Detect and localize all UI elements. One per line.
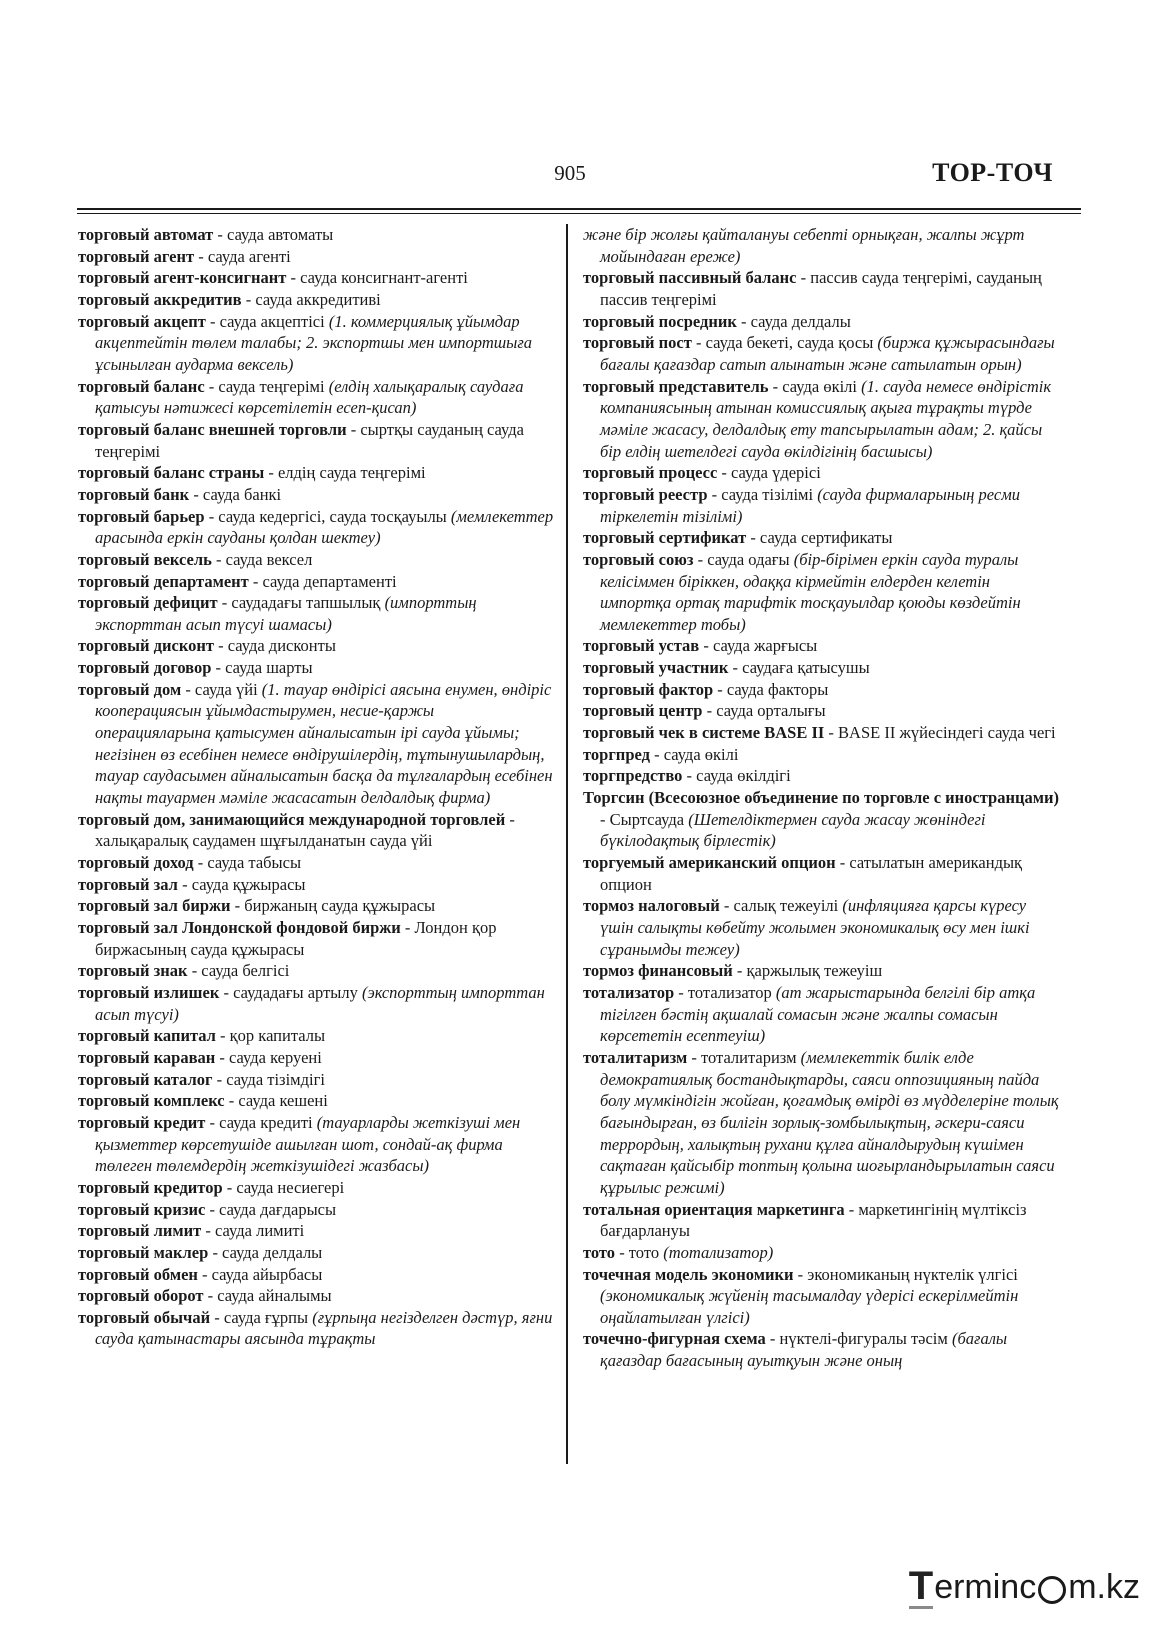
entry-term: торговый маклер: [78, 1242, 209, 1262]
entry-note: (тауарларды жеткізуші мен қызметтер көрсетушіде ашылған шот, сондай-ақ фирма төлеген төлемдердің жеткізушідегі жазбасы): [95, 1112, 521, 1176]
entry-term: торговый агент-консигнант: [78, 268, 287, 288]
entry-note: (тотализатор): [663, 1242, 774, 1262]
entry-term: торговый лимит: [78, 1221, 202, 1241]
entry-term: торговый каталог: [78, 1069, 213, 1089]
entry-term: торговый баланс внешней торговли: [78, 419, 347, 439]
entry-definition: - сауда өкілдігі: [682, 766, 791, 786]
entry-note: (бағалы қағаздар бағасының ауытқуын және оның: [600, 1329, 1008, 1371]
running-head: ТОР-ТОЧ: [932, 158, 1053, 187]
entry-definition: - сауда құжырасы: [177, 874, 306, 894]
page-number: 905: [554, 161, 586, 185]
entry-term: торгпред: [583, 744, 650, 764]
entry-definition: - қор капиталы: [215, 1026, 326, 1046]
dictionary-entry: [583, 657, 1061, 679]
entry-term: торговый дефицит: [78, 593, 218, 613]
entry-definition: - сауда департаменті: [248, 571, 397, 591]
dictionary-entry: [583, 267, 1061, 310]
dictionary-entry: [583, 960, 1061, 982]
dictionary-entry: [78, 1047, 554, 1069]
entry-term: тормоз налоговый: [583, 896, 720, 916]
entry-definition: - сауда табысы: [193, 853, 302, 873]
entry-term: торговый знак: [78, 961, 188, 981]
dictionary-entry: [583, 852, 1061, 895]
logo-text-b: m.kz: [1068, 1568, 1140, 1606]
dictionary-entry: [583, 484, 1061, 527]
entry-term: торговый фактор: [583, 679, 714, 699]
dictionary-entry: [78, 592, 554, 635]
right-column: [583, 224, 1061, 1372]
entry-definition: - сауда дисконты: [214, 636, 336, 656]
entry-term: торговый участник: [583, 658, 729, 678]
entry-note: (мемлекеттер арасында еркін сауданы қолдан шектеу): [95, 506, 554, 548]
dictionary-entry: [583, 527, 1061, 549]
dictionary-entry: [78, 506, 554, 549]
dictionary-entry: [78, 1112, 554, 1177]
entry-term: торговый пассивный баланс: [583, 268, 797, 288]
entry-term: торговый устав: [583, 636, 700, 656]
dictionary-entry: [583, 1047, 1061, 1199]
entry-term: торговый баланс страны: [78, 463, 265, 483]
entry-note: (экономикалық жүйенің тасымалдау үдерісі ескерілмейтін оңайлатылған үлгісі): [600, 1286, 1019, 1327]
entry-term: торговый департамент: [78, 571, 249, 591]
dictionary-entry: [78, 419, 554, 462]
dictionary-entry: [78, 852, 554, 874]
entry-note: (елдің халықаралық саудаға қатысуы нәтижесі көрсетілетін есеп-қисап): [95, 376, 524, 418]
entry-definition: - сауда орталығы: [702, 701, 826, 721]
dictionary-entry: [583, 224, 1061, 267]
entry-term: торговый барьер: [78, 506, 205, 526]
dictionary-entry: [583, 1328, 1061, 1371]
site-watermark-logo: [909, 1566, 1140, 1609]
entry-term: торговый реестр: [583, 484, 708, 504]
entry-definition: - сауда дағдарысы: [205, 1199, 337, 1219]
entry-definition: - елдің сауда теңгерімі: [264, 463, 426, 483]
entry-definition: - сауда делдалы: [736, 311, 851, 331]
entry-term: торговый агент: [78, 246, 195, 266]
entry-note: (1. сауда немесе өндірістік компаниясының атынан комиссиялық ақыға тұрақты түрде мәміле жасасу, делдалдық ету тапсырылатын адам; 2. қайсы бір елдің шетелдегі сауда өкілдігінің басшысы): [600, 376, 1052, 461]
entry-term: торговый капитал: [78, 1026, 216, 1046]
entry-definition: - сыртқы сауданың сауда теңгерімі: [95, 419, 524, 461]
entry-term: торговый дом, занимающийся международной торговлей: [78, 809, 506, 829]
entry-note: (1. коммерциялық ұйымдар акцептейтін төлем талабы; 2. экспортшы мен импортшыға ұсынылған аударма вексель): [95, 311, 533, 374]
entry-definition: - сауда тізілімі: [707, 484, 818, 504]
entry-definition: - сауда үдерісі: [717, 463, 821, 483]
entry-definition: - сауда сертификаты: [746, 528, 893, 548]
entry-term: торговый обычай: [78, 1307, 211, 1327]
entry-term: торговый аккредитив: [78, 289, 242, 309]
entry-note: (Шетелдіктермен сауда жасау жөніндегі бүкілодақтық бірлестік): [600, 809, 986, 851]
entry-definition: - сауда өкілі: [768, 376, 862, 396]
entry-note: (биржа құжырасындағы бағалы қағаздар сатып алынатын және сатылатын орын): [600, 333, 1055, 374]
dictionary-entry: [583, 376, 1061, 463]
entry-definition: - саудадағы тапшылық: [217, 593, 385, 613]
entry-term: торговый баланс: [78, 376, 205, 396]
entry-definition: - BASE II жүйесіндегі сауда чегі: [824, 723, 1056, 743]
dictionary-entry: [78, 657, 554, 679]
dictionary-entry: [78, 635, 554, 657]
dictionary-entry: [78, 267, 554, 289]
entry-term: торговый союз: [583, 549, 694, 569]
dictionary-entry: [78, 571, 554, 593]
dictionary-entry: [78, 289, 554, 311]
entry-definition: - сауда несиегері: [222, 1177, 345, 1197]
entry-term: тотальная ориентация маркетинга: [583, 1199, 845, 1219]
entry-definition: - салық тежеуілі: [719, 896, 843, 916]
dictionary-entry: [583, 787, 1061, 852]
dictionary-entry: [78, 1242, 554, 1264]
dictionary-entry: [78, 246, 554, 268]
entry-definition: - сауда лимиті: [201, 1221, 305, 1241]
entry-term: тормоз финансовый: [583, 961, 733, 981]
entry-definition: - сауда тізімдігі: [212, 1069, 325, 1089]
left-column: [78, 224, 554, 1350]
dictionary-entry: [583, 332, 1061, 375]
entry-term: торговый зал: [78, 874, 178, 894]
dictionary-entry: [583, 895, 1061, 960]
dictionary-entry: [583, 982, 1061, 1047]
dictionary-entry: [583, 744, 1061, 766]
entry-definition: - сауда автоматы: [213, 225, 334, 244]
entry-definition: - сауда жарғысы: [699, 636, 818, 656]
dictionary-entry: [78, 1090, 554, 1112]
entry-term: торговый зал биржи: [78, 896, 231, 916]
dictionary-entry: [583, 765, 1061, 787]
column-divider: [566, 224, 568, 1464]
entry-definition: - сауда аккредитиві: [241, 289, 381, 309]
entry-definition: - сауда акцептісі: [205, 311, 329, 331]
dictionary-entry: [583, 462, 1061, 484]
dictionary-entry: [78, 982, 554, 1025]
entry-term: торговый излишек: [78, 982, 220, 1002]
dictionary-entry: [583, 700, 1061, 722]
entry-definition: - сауда консигнант-агенті: [286, 268, 468, 288]
dictionary-entry: [78, 484, 554, 506]
header-rule: [77, 208, 1081, 210]
dictionary-entry: [78, 809, 554, 852]
entry-definition: - сауда үйі: [181, 679, 262, 699]
entry-definition: - сауда кредиті: [205, 1112, 317, 1132]
dictionary-entry: [583, 1199, 1061, 1242]
entry-note: (бір-бірімен еркін сауда туралы келісіммен біріккен, одаққа кірмейтін елдерден келетін импортқа ортақ тарифтік тосқауылдар қоюды көздейтін мемлекеттер тобы): [600, 549, 1021, 634]
entry-term: торговый пост: [583, 333, 692, 353]
entry-term: точечно-фигурная схема: [583, 1329, 766, 1349]
entry-term: торговый посредник: [583, 311, 737, 331]
dictionary-entry: [78, 462, 554, 484]
entry-definition: - сауда белгісі: [187, 961, 290, 981]
entry-note: (экспорттың импорттан асып түсуі): [95, 982, 545, 1024]
entry-note: (ғұрпыңа негізделген дәстүр, яғни сауда қатынастары аясында тұрақты: [95, 1307, 553, 1349]
entry-definition: - сауда делдалы: [208, 1242, 323, 1262]
dictionary-entry: [78, 1069, 554, 1091]
entry-definition: - сауда кедергісі, сауда тосқауылы: [204, 506, 451, 526]
entry-term: торговый чек в системе BASE II: [583, 723, 825, 743]
dictionary-entry: [583, 1242, 1061, 1264]
entry-note: (мемлекеттік билік елде демократиялық бостандықтарды, саяси оппозицияның пайда болу мүмкіндігін жойған, қоғамдық өмірді өз мүдделеріне толық бағындырған, өз билігін зорлық-зомбылықтың, әскери-саяси террордың, халықтың рухани құлға айналдырудың күшімен сақтаған қайсыбір топтың қолына шоғырландырылатын саяси құрылыс режимі): [600, 1047, 1059, 1197]
entry-definition: - сауда одағы: [693, 549, 794, 569]
entry-term: торгуемый американский опцион: [583, 853, 836, 873]
dictionary-entry: [78, 1177, 554, 1199]
entry-note: (1. тауар өндірісі аясына енумен, өндіріс кооперациясын ұйымдастырумен, несие-қаржы операцияларына қатысумен айналысатын ірі сауда ұйымы; негізінен өз есебінен немесе өндірушілердің, тұтынушылардың, тауар саудасымен айналысатын басқа да тұлғалардың есебінен нақты тауармен мәміле жасасатын делдалдық фирма): [95, 679, 553, 808]
entry-term: торговый обмен: [78, 1264, 198, 1284]
entry-note: (импорттың экспорттан асып түсуі шамасы): [95, 593, 477, 634]
entry-term: торговый автомат: [78, 225, 214, 244]
entry-definition: - сауда өкілі: [649, 744, 739, 764]
entry-term: торговый сертификат: [583, 528, 747, 548]
dictionary-entry: [78, 311, 554, 376]
dictionary-entry: [78, 960, 554, 982]
entry-definition: - сауда ғұрпы: [210, 1307, 313, 1327]
entry-definition: - Сыртсауда: [600, 809, 689, 829]
entry-term: торговый центр: [583, 701, 703, 721]
entry-definition: - сауда айырбасы: [197, 1264, 323, 1284]
dictionary-entry: [78, 1220, 554, 1242]
entry-note: және бір жолғы қайталануы себепті орнықған, жалпы жұрт мойындаған ереже): [583, 225, 1025, 266]
dictionary-entry: [78, 1199, 554, 1221]
entry-note: (ат жарыстарында белгілі бір атқа тігілген бәстің ақшалай сомасын және жалпы сомасын көрсететін есептеуіш): [600, 982, 1036, 1046]
entry-definition: - сауда банкі: [189, 484, 282, 504]
entry-definition: - экономиканың нүктелік үлгісі: [793, 1264, 1018, 1284]
entry-term: торговый доход: [78, 853, 194, 873]
dictionary-entry: [583, 635, 1061, 657]
entry-term: торговый договор: [78, 658, 212, 678]
entry-definition: - сауда факторы: [713, 679, 829, 699]
dictionary-entry: [583, 311, 1061, 333]
dictionary-entry: [78, 895, 554, 917]
entry-definition: - сауда керуені: [215, 1047, 322, 1067]
dictionary-entry: [78, 549, 554, 571]
entry-term: тотализатор: [583, 982, 675, 1002]
entry-definition: - сауда теңгерімі: [204, 376, 329, 396]
entry-term: торговый кризис: [78, 1199, 206, 1219]
dictionary-entry: [78, 224, 554, 246]
entry-definition: - сауда шарты: [211, 658, 313, 678]
entry-definition: - сауда агенті: [194, 246, 291, 266]
entry-definition: - Лондон қор биржасының сауда құжырасы: [95, 918, 497, 959]
entry-term: тото: [583, 1242, 616, 1262]
entry-definition: - нүктелі-фигуралы тәсім: [765, 1329, 952, 1349]
entry-term: торговый караван: [78, 1047, 216, 1067]
dictionary-entry: [78, 874, 554, 896]
entry-definition: - маркетингінің мүлтіксіз бағдарлануы: [600, 1199, 1027, 1241]
entry-definition: - пассив сауда теңгерімі, сауданың пассив теңгерімі: [600, 268, 1042, 309]
entry-definition: - саудаға қатысушы: [728, 658, 870, 678]
dictionary-entry: [78, 376, 554, 419]
dictionary-entry: [78, 1025, 554, 1047]
entry-term: торговый дом: [78, 679, 182, 699]
dictionary-entry: [78, 1264, 554, 1286]
entry-definition: - биржаның сауда құжырасы: [230, 896, 436, 916]
logo-t: T: [908, 1564, 934, 1608]
entry-definition: - сауда айналымы: [203, 1286, 332, 1306]
entry-note: (инфляцияға қарсы күресу үшін салықты көбейту жолымен экономикалық өсу мен ішкі сұранымды тежеу): [600, 896, 1030, 959]
entry-term: торговый банк: [78, 484, 190, 504]
entry-term: торговый оборот: [78, 1286, 204, 1306]
dictionary-entry: [78, 1307, 554, 1350]
dictionary-entry: [78, 917, 554, 960]
entry-definition: - сауда вексел: [211, 549, 313, 569]
dictionary-entry: [583, 1264, 1061, 1329]
entry-term: Торгсин (Всесоюзное объединение по торговле с иностранцами): [583, 788, 1059, 808]
entry-term: торговый кредит: [78, 1112, 206, 1132]
dictionary-entry: [78, 679, 554, 809]
entry-term: торговый кредитор: [78, 1177, 223, 1197]
entry-note: (сауда фирмаларының ресми тіркелетін тізілімі): [600, 484, 1020, 526]
dictionary-entry: [78, 1285, 554, 1307]
dictionary-entry: [583, 549, 1061, 636]
entry-term: точечная модель экономики: [583, 1264, 794, 1284]
entry-term: торговый представитель: [583, 376, 769, 396]
entry-term: торговый зал Лондонской фондовой биржи: [78, 918, 401, 937]
entry-definition: - сатылатын американдық опцион: [600, 853, 1023, 894]
dictionary-entry: [583, 722, 1061, 744]
logo-text-a: erminc: [934, 1568, 1037, 1606]
entry-definition: - сауда кешені: [224, 1091, 328, 1111]
entry-definition: - тотализатор: [674, 982, 776, 1002]
entry-term: торговый процесс: [583, 463, 718, 483]
entry-term: торговый дисконт: [78, 636, 214, 656]
entry-term: торгпредство: [583, 766, 683, 786]
dictionary-entry: [583, 679, 1061, 701]
entry-definition: - саудадағы артылу: [219, 982, 362, 1002]
entry-definition: - тоталитаризм: [687, 1047, 801, 1067]
entry-definition: - сауда бекеті, сауда қосы: [691, 333, 878, 353]
entry-term: торговый вексель: [78, 549, 212, 569]
entry-term: тоталитаризм: [583, 1047, 688, 1067]
entry-term: торговый комплекс: [78, 1091, 225, 1111]
logo-o-icon: [1038, 1576, 1066, 1604]
entry-definition: - қаржылық тежеуіш: [732, 961, 883, 981]
header-rule-thin: [77, 213, 1081, 214]
entry-definition: - тото: [615, 1242, 664, 1262]
entry-term: торговый акцепт: [78, 311, 206, 331]
entry-definition: - халықаралық саудамен шұғылданатын сауда үйі: [95, 809, 515, 851]
